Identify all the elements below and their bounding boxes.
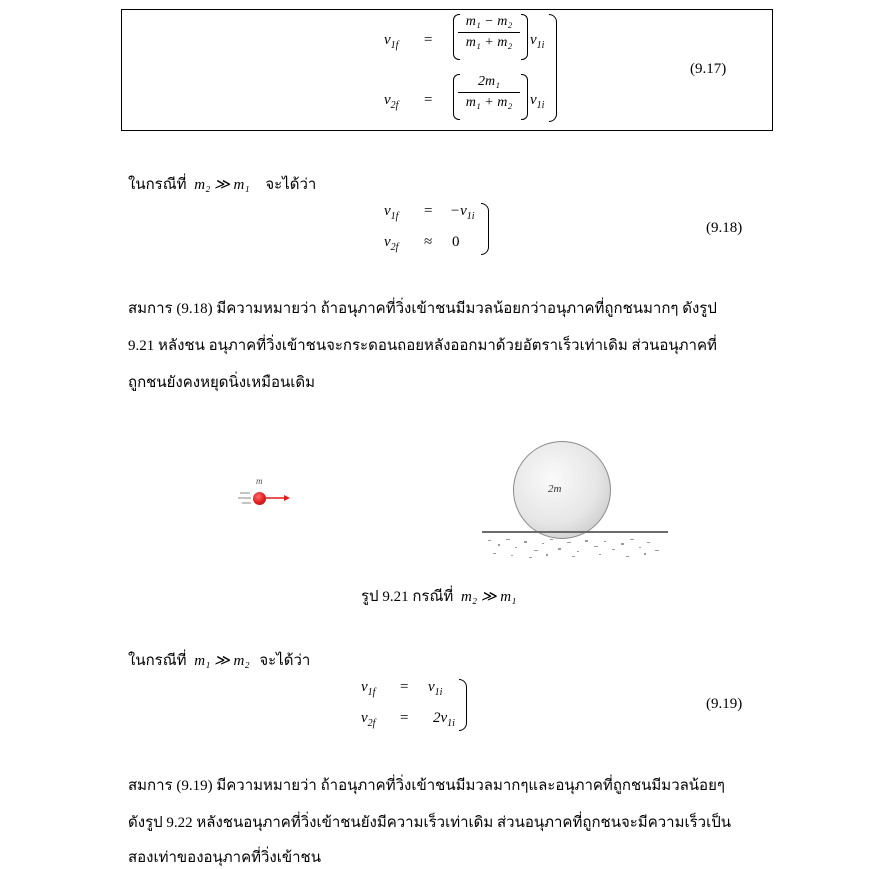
eq919-row2-rhs: $2v_{1i}$: [433, 710, 455, 729]
small-particle-figure: [236, 476, 296, 516]
eq917-frac1-numerator: m₁ − m₂: [458, 14, 520, 33]
para2-line3: สองเท่าของอนุภาคที่วิ่งเข้าชน: [128, 850, 321, 866]
para1-line2: 9.21 หลังชน อนุภาคที่วิ่งเข้าชนจะกระดอนถอยหลังออกมาด้วยอัตราเร็วเท่าเดิม ส่วนอนุภาคที่: [128, 338, 717, 354]
eq917-frac1-denominator: m₁ + m₂: [465, 35, 513, 50]
eq917-equals-2: =: [424, 92, 433, 108]
eq917-paren-right-2: [521, 74, 528, 120]
case1-intro: [128, 172, 316, 196]
eq917-label: (9.17): [690, 61, 727, 77]
figure-caption-condition: m₂ ≫ m₁: [461, 589, 517, 605]
eq917-rhs2: $v_{1i}$: [530, 92, 545, 111]
eq919-row2-lhs: $v_{2f}$: [361, 710, 376, 729]
eq918-row2-rhs: 0: [452, 234, 460, 250]
para2-line1: สมการ (9.19) มีความหมายว่า ถ้าอนุภาคที่วิ่งเข้าชนมีมวลมากๆและอนุภาคที่ถูกชนมีมวลน้อยๆ: [128, 778, 725, 794]
eq919-row2-op: =: [400, 710, 409, 726]
eq919-row1-op: =: [400, 679, 409, 695]
gravel-texture-icon: [484, 537, 664, 561]
small-red-ball: [253, 492, 266, 505]
case2-intro: [128, 648, 310, 672]
eq917-right-brace: [549, 14, 557, 122]
eq919-right-brace: [459, 679, 467, 731]
eq918-label: (9.18): [706, 220, 743, 236]
eq919-row1-lhs: $v_{1f}$: [361, 679, 376, 698]
case1-intro-prefix: ในกรณีที่: [128, 177, 187, 193]
big-mass-label: 2m: [548, 483, 562, 495]
large-gray-ball: [513, 441, 611, 539]
case1-condition: m₂ ≫ m₁: [194, 177, 250, 193]
para2-line2: ดังรูป 9.22 หลังชนอนุภาคที่วิ่งเข้าชนยังมีความเร็วเท่าเดิม ส่วนอนุภาคที่ถูกชนจะมีความเร็วเป็น: [128, 815, 731, 831]
figure-caption-prefix: รูป 9.21 กรณีที่: [361, 589, 454, 605]
case2-intro-prefix: ในกรณีที่: [128, 653, 187, 669]
small-mass-label: m: [256, 476, 263, 486]
eq918-row1-rhs: $-v_{1i}$: [450, 203, 475, 222]
eq919-label: (9.19): [706, 696, 743, 712]
eq917-fraction-2: [458, 74, 520, 111]
eq917-rhs1: $v_{1i}$: [530, 32, 545, 51]
eq917-fraction-1: [458, 14, 520, 51]
eq919-row1-rhs: $v_{1i}$: [428, 679, 443, 698]
equation-box-9-17: [121, 9, 773, 131]
para1-line3: ถูกชนยังคงหยุดนิ่งเหมือนเดิม: [128, 375, 315, 391]
eq917-lhs2: $v_{2f}$: [384, 92, 399, 111]
ground-line: [482, 531, 668, 533]
case2-condition: m₁ ≫ m₂: [194, 653, 250, 669]
eq918-row2-lhs: $v_{2f}$: [384, 234, 399, 253]
eq917-paren-right-1: [521, 14, 528, 60]
eq918-row1-lhs: $v_{1f}$: [384, 203, 399, 222]
case2-intro-suffix: จะได้ว่า: [259, 653, 311, 669]
eq918-row1-op: =: [424, 203, 433, 219]
motion-lines-icon: [236, 486, 296, 510]
eq917-lhs1: $v_{1f}$: [384, 32, 399, 51]
para1-line1: สมการ (9.18) มีความหมายว่า ถ้าอนุภาคที่วิ่งเข้าชนมีมวลน้อยกว่าอนุภาคที่ถูกชนมากๆ ดังรูป: [128, 301, 717, 317]
eq917-equals-1: =: [424, 32, 433, 48]
eq918-row2-op: ≈: [424, 234, 433, 250]
figure-caption: [361, 584, 516, 608]
eq917-frac2-denominator: m₁ + m₂: [465, 95, 513, 110]
eq918-right-brace: [481, 203, 489, 255]
case1-intro-suffix: จะได้ว่า: [265, 177, 317, 193]
eq917-frac2-numerator: 2m₁: [458, 74, 520, 93]
